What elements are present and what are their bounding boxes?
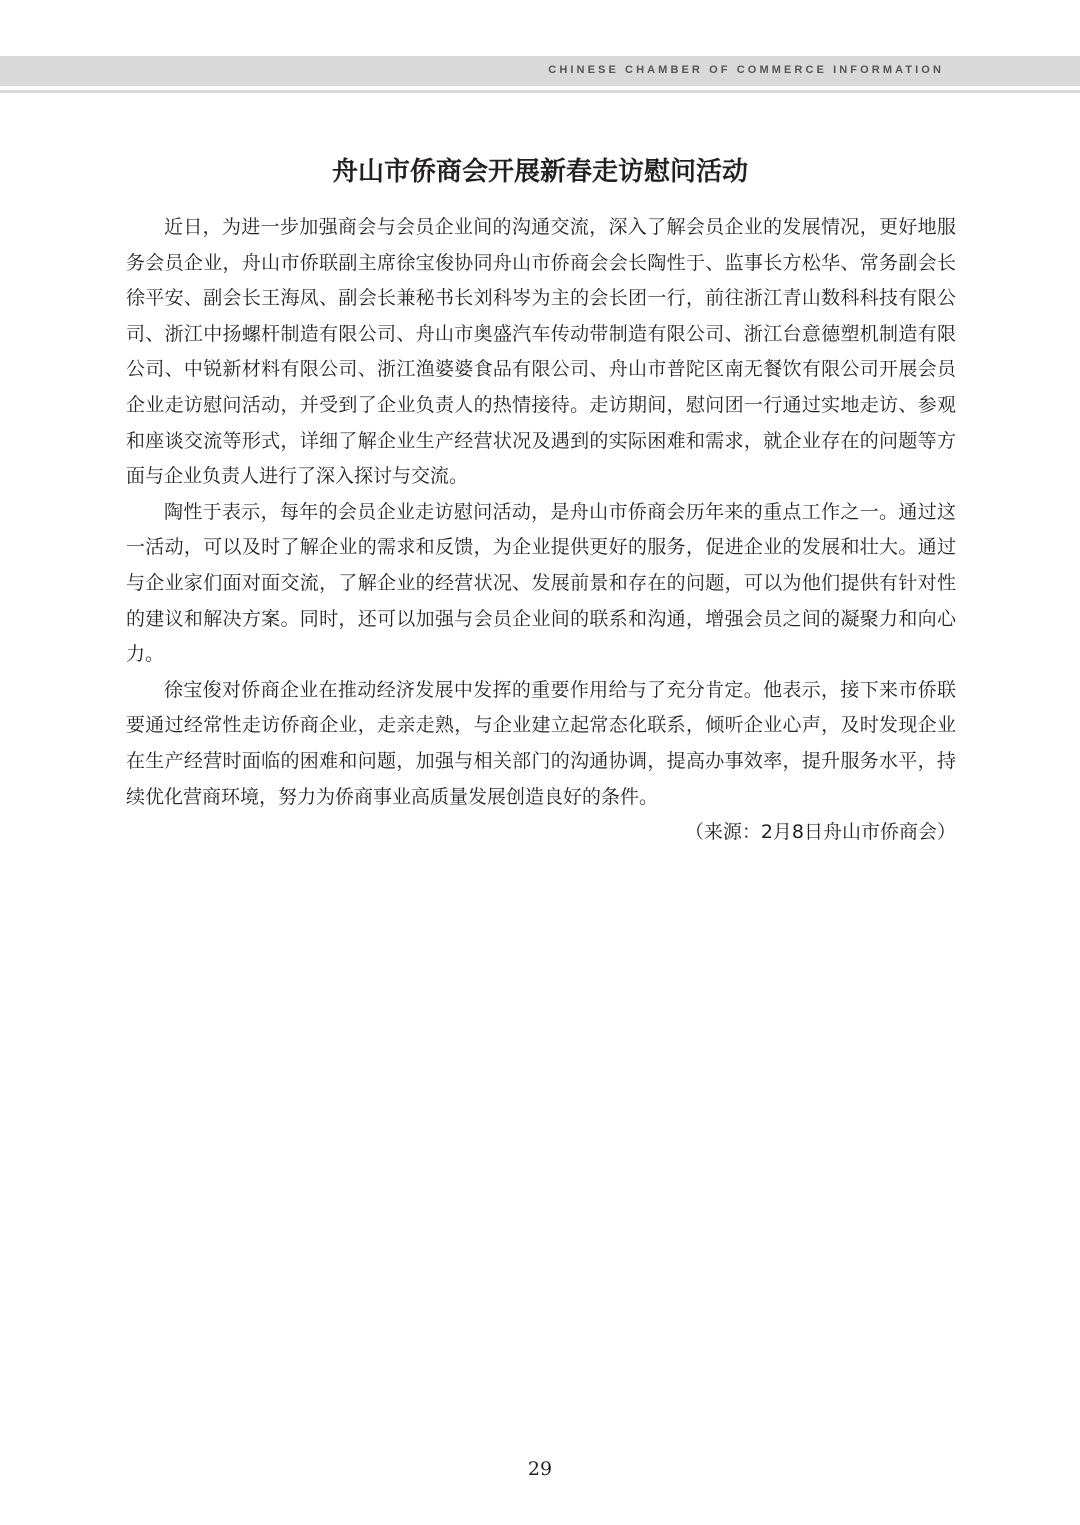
article-paragraph: 徐宝俊对侨商企业在推动经济发展中发挥的重要作用给与了充分肯定。他表示，接下来市侨联要通过经常性走访侨商企业，走亲走熟，与企业建立起常态化联系，倾听企业心声，及时发现企业在生产经营时面临的困难和问题，加强与相关部门的沟通协调，提高办事效率，提升服务水平，持续优化营商环境，努力为侨商事业高质量发展创造良好的条件。 [126,678,956,808]
article-title: 舟山市侨商会开展新春走访慰问活动 [331,157,748,187]
article-paragraph: 近日，为进一步加强商会与会员企业间的沟通交流，深入了解会员企业的发展情况，更好地服务会员企业，舟山市侨联副主席徐宝俊协同舟山市侨商会会长陶性于、监事长方松华、常务副会长徐平安、副会长王海凤、副会长兼秘书长刘科岑为主的会长团一行，前往浙江青山数科科技有限公司、浙江中扬螺杆制造有限公司、舟山市奥盛汽车传动带制造有限公司、浙江台意德塑机制造有限公司、中锐新材料有限公司、浙江渔婆婆食品有限公司、舟山市普陀区南无餐饮有限公司开展会员企业走访慰问活动，并受到了企业负责人的热情接待。走访期间，慰问团一行通过实地走访、参观和座谈交流等形式，详细了解企业生产经营状况及遇到的实际困难和需求，就企业存在的问题等方面与企业负责人进行了深入探讨与交流。 [126,216,956,488]
header-divider [0,90,1080,93]
article-source: （来源：2月8日舟山市侨商会） [684,821,956,844]
article-body [126,210,956,851]
publication-name: CHINESE CHAMBER OF COMMERCE INFORMATION [548,64,944,76]
article-paragraph: 陶性于表示，每年的会员企业走访慰问活动，是舟山市侨商会历年来的重点工作之一。通过这一活动，可以及时了解企业的需求和反馈，为企业提供更好的服务，促进企业的发展和壮大。通过与企业家们面对面交流，了解企业的经营状况、发展前景和存在的问题，可以为他们提供有针对性的建议和解决方案。同时，还可以加强与会员企业间的联系和沟通，增强会员之间的凝聚力和向心力。 [126,500,956,666]
header-band [0,56,1080,86]
page-number: 29 [527,1458,553,1480]
